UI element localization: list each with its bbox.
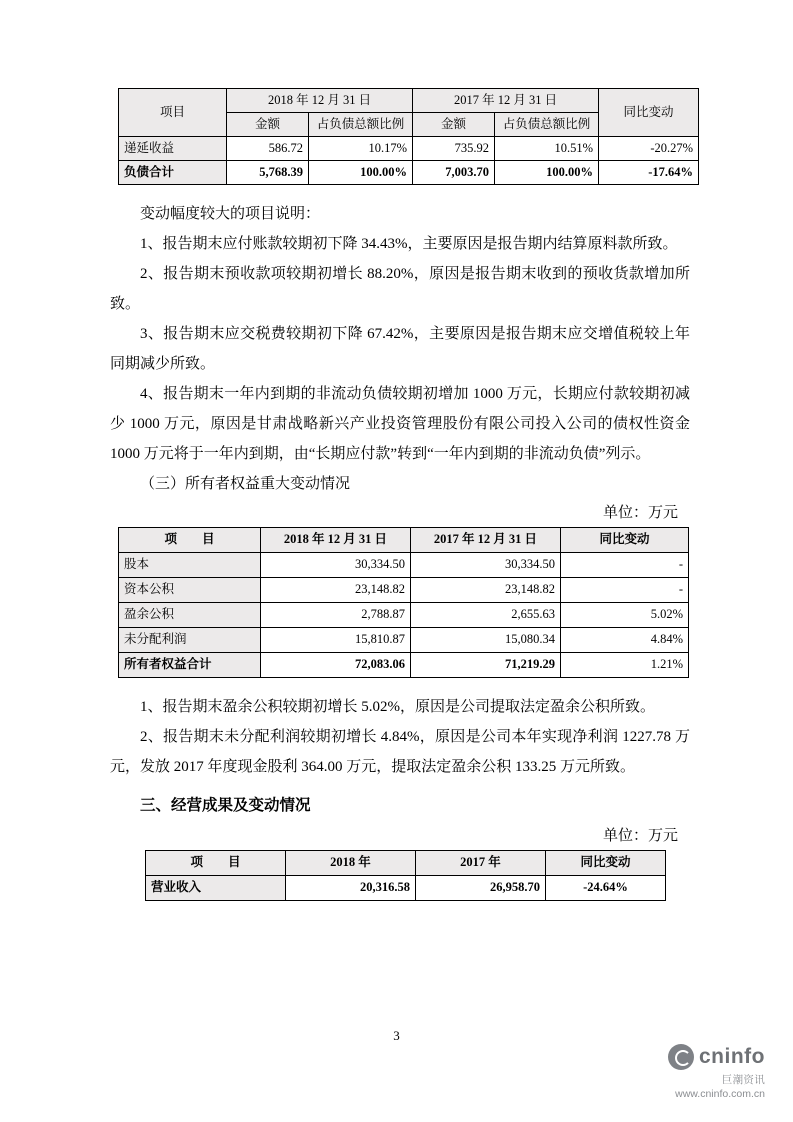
- row-item: 所有者权益合计: [119, 653, 261, 678]
- row-value-2017: 2,655.63: [411, 603, 561, 628]
- note-paragraph-4: 4、报告期末一年内到期的非流动负债较期初增加 1000 万元，长期应付款较期初减少 1000 万元，原因是甘肃战略新兴产业投资管理股份有限公司投入公司的债权性资金 1000 万元将于一年内到期，由“长期应付款”转到“一年内到期的非流动负债”列示。: [110, 386, 690, 462]
- row-change: 1.21%: [561, 653, 689, 678]
- cninfo-mark-icon: [668, 1044, 694, 1070]
- header-2018: 2018 年 12 月 31 日: [227, 89, 413, 113]
- operating-table: [145, 850, 666, 901]
- row-change: -20.27%: [599, 137, 699, 161]
- row-change: -17.64%: [599, 161, 699, 185]
- row-value-2017: 30,334.50: [411, 553, 561, 578]
- table-row: [119, 161, 699, 185]
- header-amount-2018: 金额: [227, 113, 309, 137]
- logo-brand: cninfo: [699, 1045, 765, 1068]
- header-2018: 2018 年 12 月 31 日: [261, 528, 411, 553]
- row-item: 未分配利润: [119, 628, 261, 653]
- table-row: [146, 876, 666, 901]
- equity-note-2: 2、报告期末未分配利润较期初增长 4.84%，原因是公司本年实现净利润 1227.78 万元，发放 2017 年度现金股利 364.00 万元，提取法定盈余公积 133.25 万元所致。: [110, 729, 690, 775]
- table-row: [119, 137, 699, 161]
- row-change: -: [561, 578, 689, 603]
- row-change: -: [561, 553, 689, 578]
- note-paragraph-3: 3、报告期末应交税费较期初下降 67.42%，主要原因是报告期末应交增值税较上年同期减少所致。: [110, 326, 690, 372]
- note-paragraph-1: 1、报告期末应付账款较期初下降 34.43%，主要原因是报告期内结算原料款所致。: [140, 236, 678, 252]
- table-row: [119, 603, 689, 628]
- note-paragraph-2: 2、报告期末预收款项较期初增长 88.20%，原因是报告期末收到的预收货款增加所致。: [110, 266, 690, 312]
- header-2017: 2017 年 12 月 31 日: [411, 528, 561, 553]
- row-item: 资本公积: [119, 578, 261, 603]
- unit-label-operating: 单位：万元: [602, 828, 678, 844]
- table-row: [119, 578, 689, 603]
- row-amount-2018: 5,768.39: [227, 161, 309, 185]
- section-c-title: （三）所有者权益重大变动情况: [140, 476, 351, 492]
- row-item: 递延收益: [119, 137, 227, 161]
- page-number: 3: [393, 1028, 400, 1043]
- row-value-2018: 15,810.87: [261, 628, 411, 653]
- table-row: [119, 653, 689, 678]
- logo-url: www.cninfo.com.cn: [675, 1088, 765, 1100]
- row-item: 营业收入: [146, 876, 286, 901]
- unit-label-equity: 单位：万元: [602, 505, 678, 521]
- header-amount-2017: 金额: [413, 113, 495, 137]
- table-header-row: [119, 89, 699, 113]
- row-value-2017: 71,219.29: [411, 653, 561, 678]
- header-ratio-2017: 占负债总额比例: [495, 113, 599, 137]
- table-header-row: [119, 528, 689, 553]
- header-ratio-2018: 占负债总额比例: [309, 113, 413, 137]
- logo-sub-cn: 巨潮资讯: [721, 1074, 765, 1086]
- row-item: 负债合计: [119, 161, 227, 185]
- row-amount-2017: 735.92: [413, 137, 495, 161]
- header-change: 同比变动: [546, 851, 666, 876]
- lead-in-paragraph: 变动幅度较大的项目说明：: [140, 206, 321, 222]
- row-amount-2017: 7,003.70: [413, 161, 495, 185]
- logo-row: [668, 1044, 765, 1070]
- table-header-row: [146, 851, 666, 876]
- row-value-2018: 2,788.87: [261, 603, 411, 628]
- row-ratio-2018: 100.00%: [309, 161, 413, 185]
- header-2017: 2017 年: [416, 851, 546, 876]
- header-item: 项目: [119, 89, 227, 137]
- page-content: [110, 88, 694, 901]
- row-value-2018: 23,148.82: [261, 578, 411, 603]
- row-change: -24.64%: [546, 876, 666, 901]
- header-item: 项 目: [119, 528, 261, 553]
- row-ratio-2017: 100.00%: [495, 161, 599, 185]
- section-three-title: 三、经营成果及变动情况: [140, 797, 311, 814]
- row-value-2018: 20,316.58: [286, 876, 416, 901]
- row-change: 5.02%: [561, 603, 689, 628]
- row-ratio-2017: 10.51%: [495, 137, 599, 161]
- row-item: 盈余公积: [119, 603, 261, 628]
- equity-table: [118, 527, 689, 678]
- liabilities-table: [118, 88, 699, 185]
- header-item: 项 目: [146, 851, 286, 876]
- row-value-2017: 15,080.34: [411, 628, 561, 653]
- header-change: 同比变动: [561, 528, 689, 553]
- row-value-2017: 23,148.82: [411, 578, 561, 603]
- row-change: 4.84%: [561, 628, 689, 653]
- row-ratio-2018: 10.17%: [309, 137, 413, 161]
- row-value-2018: 72,083.06: [261, 653, 411, 678]
- row-value-2017: 26,958.70: [416, 876, 546, 901]
- row-value-2018: 30,334.50: [261, 553, 411, 578]
- header-change: 同比变动: [599, 89, 699, 137]
- equity-note-1: 1、报告期末盈余公积较期初增长 5.02%，原因是公司提取法定盈余公积所致。: [140, 699, 655, 715]
- header-2018: 2018 年: [286, 851, 416, 876]
- header-2017: 2017 年 12 月 31 日: [413, 89, 599, 113]
- table-row: [119, 628, 689, 653]
- row-amount-2018: 586.72: [227, 137, 309, 161]
- table-row: [119, 553, 689, 578]
- watermark-logo: [668, 1044, 765, 1100]
- row-item: 股本: [119, 553, 261, 578]
